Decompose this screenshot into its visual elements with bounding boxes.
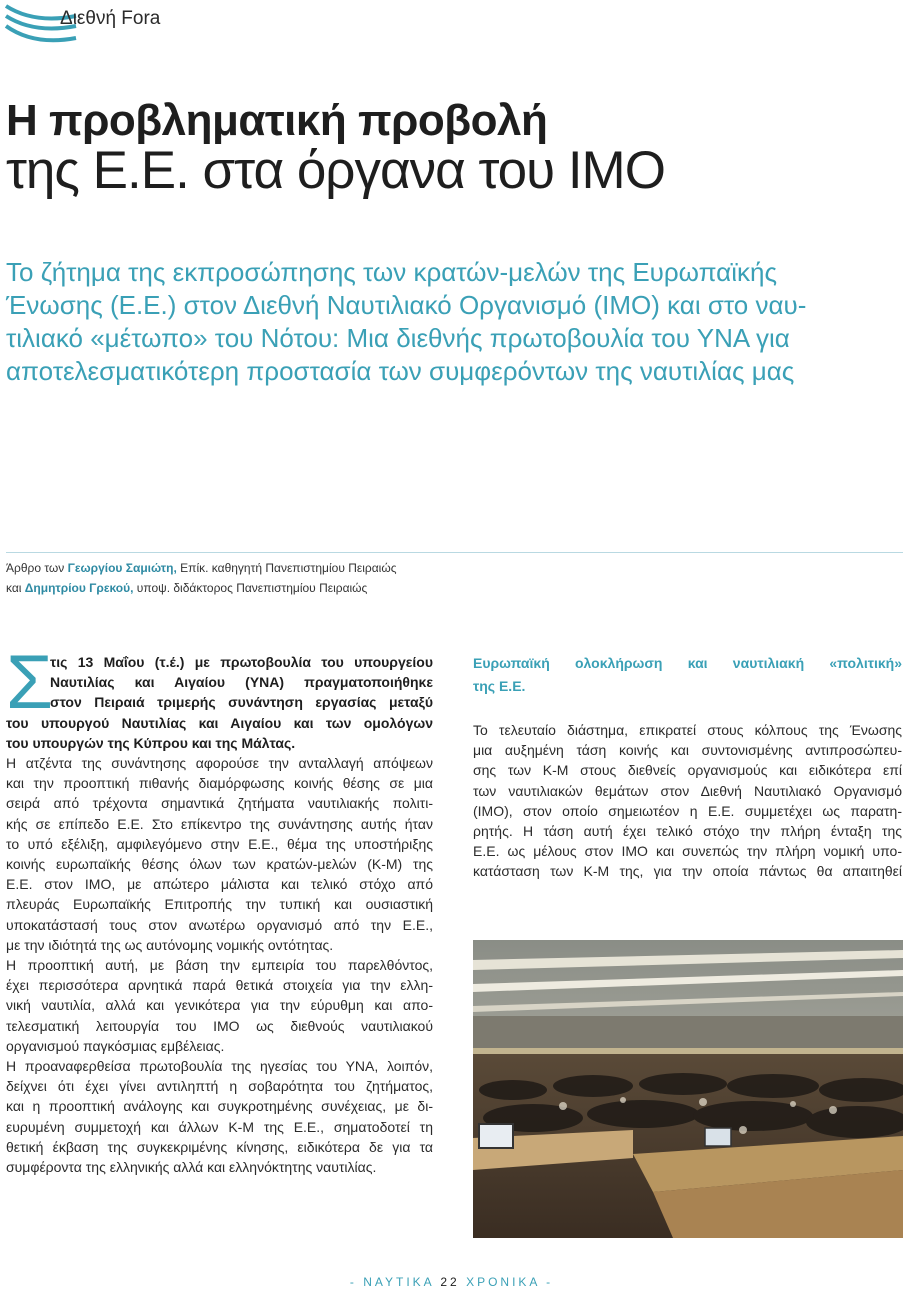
body-line: τελεσματική λειτουργία του ΙΜΟ ως διεθνούς ναυτιλιακού: [6, 1017, 433, 1034]
subtitle-line: τιλιακό «μέτωπο» του Νότου: Μια διεθνής πρωτοβουλία του ΥΝΑ για: [6, 323, 790, 353]
page-number: 22: [440, 1275, 460, 1289]
body-line: κοινής ευρωπαϊκής θέσης όλων των κρατών-μελών (Κ-Μ) της: [6, 856, 433, 873]
byline-row-1: [6, 558, 396, 578]
footer-magazine-left: - ΝΑΥΤΙΚΑ: [349, 1275, 435, 1289]
byline-prefix: Άρθρο των: [6, 561, 68, 575]
section-heading: [473, 652, 902, 698]
body-line: το υπό εξέλιξη, αμφιλεγόμενο στην Ε.Ε., θέμα της υποστήριξης: [6, 835, 433, 852]
body-line: πλευράς Ευρωπαϊκής Επιτροπής την τυπική και ουσιαστική: [6, 896, 433, 913]
body-line: κής σε επίπεδο Ε.Ε. Στο επίκεντρο της συνάντησης αυτής ήταν: [6, 815, 433, 832]
lead-line: Ναυτιλίας και Αιγαίου (ΥΝΑ) πραγματοποιήθηκε: [50, 674, 433, 691]
section-label: Διεθνή Fora: [60, 8, 161, 29]
body-line: νική ναυτιλία, αλλά και γενικότερα για την εύρυθμη και απο-: [6, 997, 433, 1014]
lead-line: τις 13 Μαΐου (τ.έ.) με πρωτοβουλία του υπουργείου: [50, 654, 433, 670]
page-footer: [0, 1275, 903, 1289]
body-line: ρητής. Η τάση αυτή έχει τελικό στόχο την πλήρη ένταξη της: [473, 823, 902, 840]
subtitle-line: Το ζήτημα της εκπροσώπησης των κρατών-μελών της Ευρωπαϊκής: [6, 257, 777, 287]
left-column: [6, 652, 433, 1177]
body-line: υποκατάστασή τους στον ανωτέρω οργανισμό από την Ε.Ε.,: [6, 916, 433, 933]
body-line: με την ιδιότητά της ως αυτόνομης νομικής οντότητας.: [6, 936, 334, 953]
body-line: Η προοπτική αυτή, με βάση την εμπειρία του παρελθόντος,: [6, 957, 433, 974]
conference-hall-photo: [473, 940, 903, 1238]
author-role: Επίκ. καθηγητή Πανεπιστημίου Πειραιώς: [176, 561, 397, 575]
byline: [6, 558, 396, 598]
body-line: Το τελευταίο διάστημα, επικρατεί στους κόλπους της Ένωσης: [473, 722, 902, 738]
article-title-line-1: Η προβληματική προβολή: [6, 96, 548, 145]
body-line: ευρυμένη συμμετοχή και άλλων Κ-Μ της Ε.Ε., σηματοδοτεί τη: [6, 1118, 433, 1135]
article-subtitle: [6, 256, 901, 388]
body-line: μια αυξημένη τάση κοινής και συντονισμένης αντιπροσώπευ-: [473, 742, 902, 759]
body-line: κατάσταση των Κ-Μ της, για την οποία πάντως θα απαιτηθεί: [473, 863, 902, 880]
body-line: θετική έκβαση της συγκεκριμένης κίνησης, ειδικότερα δε για τα: [6, 1138, 433, 1155]
body-line: σειρά από τρέχοντα σημαντικά ζητήματα ναυτιλιακής πολιτι-: [6, 795, 433, 812]
dropcap-glyph: Σ: [6, 640, 53, 725]
divider-rule: [6, 552, 903, 553]
right-column: [473, 652, 902, 882]
body-line: και η προοπτική ανάλογης και συγκροτημένης συνέχειας, με δι-: [6, 1098, 433, 1115]
article-title-line-2: της Ε.Ε. στα όργανα του ΙΜΟ: [6, 141, 665, 200]
byline-prefix: και: [6, 581, 25, 595]
body-line: (ΙΜΟ), στον οποίο σημειωτέον η Ε.Ε. συμμετέχει ως παρατη-: [473, 802, 902, 819]
heading-line: Ευρωπαϊκή ολοκλήρωση και ναυτιλιακή «πολιτική»: [473, 655, 902, 671]
body-line: συμφέροντα της ελληνικής αλλά και ελληνόκτητης ναυτιλίας.: [6, 1159, 377, 1176]
footer-magazine-right: ΧΡΟΝΙΚΑ -: [466, 1275, 554, 1289]
body-line: και την προοπτική πιθανής διαμόρφωσης κοινής θέσης σε μια: [6, 775, 433, 792]
subtitle-line: Ένωσης (Ε.Ε.) στον Διεθνή Ναυτιλιακό Οργανισμό (ΙΜΟ) και στο ναυ-: [6, 290, 807, 320]
author-name: Γεωργίου Σαμιώτη,: [67, 561, 177, 575]
conference-hall-illustration: [473, 940, 903, 1238]
body-line: Η ατζέντα της συνάντησης αφορούσε την ανταλλαγή απόψεων: [6, 755, 433, 772]
body-line: Η προαναφερθείσα πρωτοβουλία της ηγεσίας του ΥΝΑ, λοιπόν,: [6, 1058, 433, 1075]
lead-line: του υπουργών της Κύπρου και της Μάλτας.: [6, 734, 296, 751]
author-role: υποψ. διδάκτορος Πανεπιστημίου Πειραιώς: [133, 581, 368, 595]
byline-row-2: [6, 578, 396, 598]
body-line: έχει περισσότερα αρνητικά παρά θετικά στοιχεία για την ελλη-: [6, 977, 433, 994]
body-line: σης των Κ-Μ στους διεθνείς οργανισμούς και ειδικότερα επί: [473, 762, 902, 779]
subtitle-line: αποτελεσματικότερη προστασία των συμφερόντων της ναυτιλίας μας: [6, 356, 795, 386]
lead-line: στον Πειραιά τριμερής συνάντηση εργασίας μεταξύ: [50, 694, 433, 711]
body-line: Ε.Ε. ως μέλους στον ΙΜΟ και συνεπώς την πλήρη νομική υπο-: [473, 843, 902, 860]
body-line: Ε.Ε. στον ΙΜΟ, με απώτερο μάλιστα και τελικό στόχο από: [6, 876, 433, 893]
author-name: Δημητρίου Γρεκού,: [24, 581, 134, 595]
body-line: δείχνει ότι έχει γίνει αντιληπτή η σοβαρότητα του ζητήματος,: [6, 1078, 433, 1095]
right-body: [473, 720, 902, 882]
body-line: των ναυτιλιακών θεμάτων στον Διεθνή Ναυτιλιακό Οργανισμό: [473, 782, 902, 799]
body-line: οργανισμού παγκόσμιας εμβέλειας.: [6, 1037, 225, 1054]
heading-line: της Ε.Ε.: [473, 678, 526, 694]
lead-line: του υπουργού Ναυτιλίας και Αιγαίου και των ομολόγων: [6, 714, 433, 731]
